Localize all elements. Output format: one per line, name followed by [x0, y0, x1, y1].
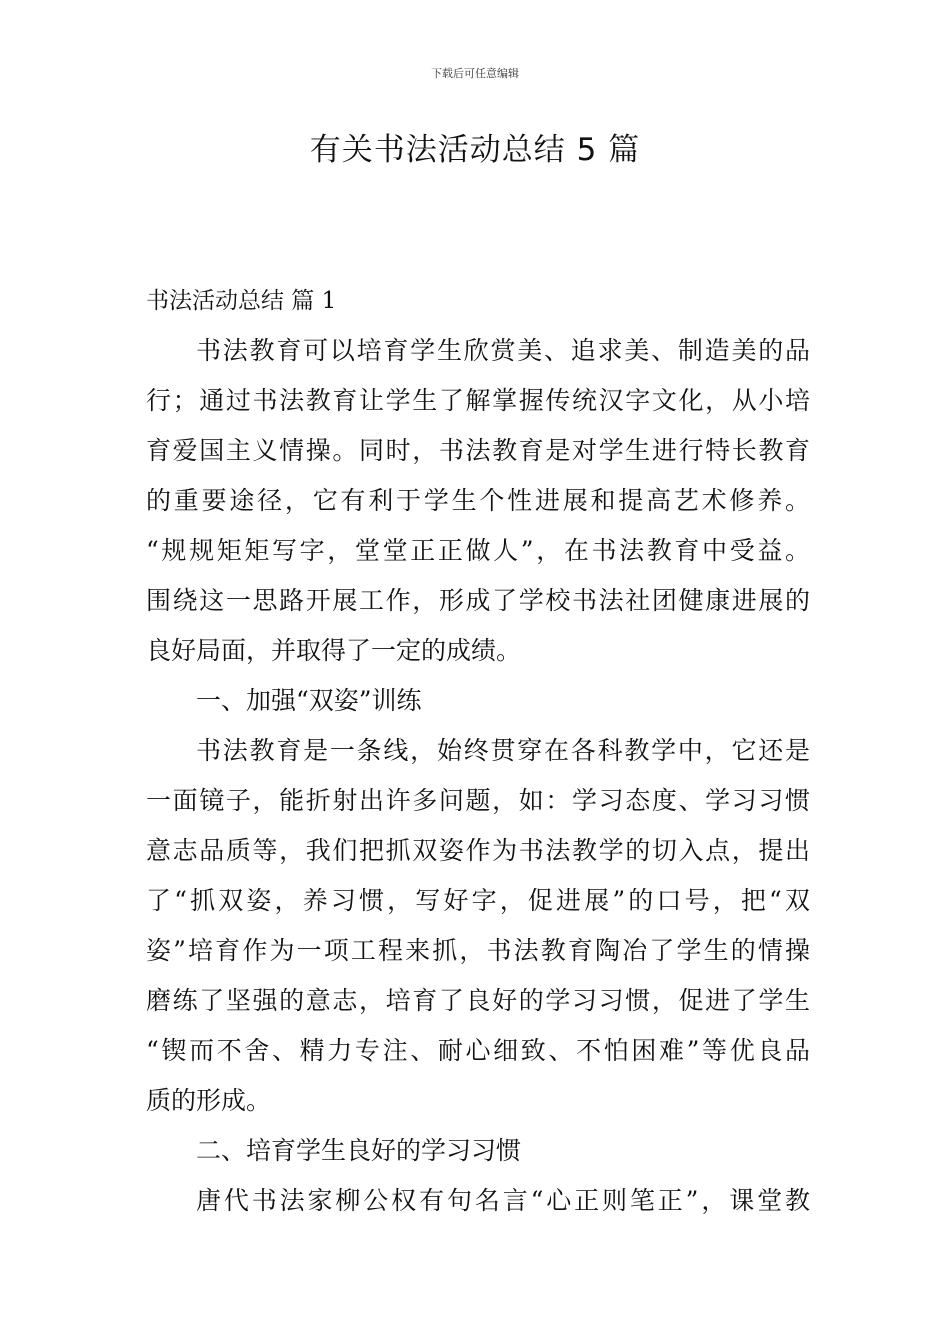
text-line: 一、加强“双姿”训练 — [196, 686, 422, 715]
text-line: 二、培育学生良好的学习习惯 — [196, 1136, 522, 1165]
text-line: 一面镜子，能折射出许多问题，如：学习态度、学习习惯 — [146, 786, 810, 815]
text-line: 质的形成。 — [146, 1086, 272, 1115]
text-line: 围绕这一思路开展工作，形成了学校书法社团健康进展的 — [146, 586, 810, 615]
text-line: 书法教育可以培育学生欣赏美、追求美、制造美的品 — [196, 336, 810, 365]
text-line: “规规矩矩写字，堂堂正正做人”，在书法教育中受益。 — [146, 536, 810, 565]
text-line: “锲而不舍、精力专注、耐心细致、不怕困难”等优良品 — [146, 1036, 810, 1065]
document-body — [146, 276, 810, 1226]
header-note: 下载后可任意编辑 — [431, 67, 519, 80]
text-line: 姿”培育作为一项工程来抓，书法教育陶冶了学生的情操 — [146, 936, 810, 965]
text-line: 意志品质等，我们把抓双姿作为书法教学的切入点，提出 — [146, 836, 810, 865]
section-label: 书法活动总结 篇 1 — [146, 288, 337, 314]
text-line: 的重要途径，它有利于学生个性进展和提高艺术修养。 — [146, 486, 810, 515]
document-title: 有关书法活动总结 5 篇 — [309, 132, 641, 168]
text-line: 良好局面，并取得了一定的成绩。 — [146, 636, 522, 665]
text-line: 书法教育是一条线，始终贯穿在各科教学中，它还是 — [196, 736, 810, 765]
text-line: 育爱国主义情操。同时，书法教育是对学生进行特长教育 — [146, 436, 810, 465]
paragraph-lines — [146, 326, 810, 1226]
text-line: 行；通过书法教育让学生了解掌握传统汉字文化，从小培 — [146, 386, 810, 415]
text-line: 了“抓双姿，养习惯，写好字，促进展”的口号，把“双 — [146, 886, 810, 915]
text-line: 唐代书法家柳公权有句名言“心正则笔正”，课堂教 — [196, 1186, 810, 1215]
text-line: 磨练了坚强的意志，培育了良好的学习习惯，促进了学生 — [146, 986, 810, 1015]
